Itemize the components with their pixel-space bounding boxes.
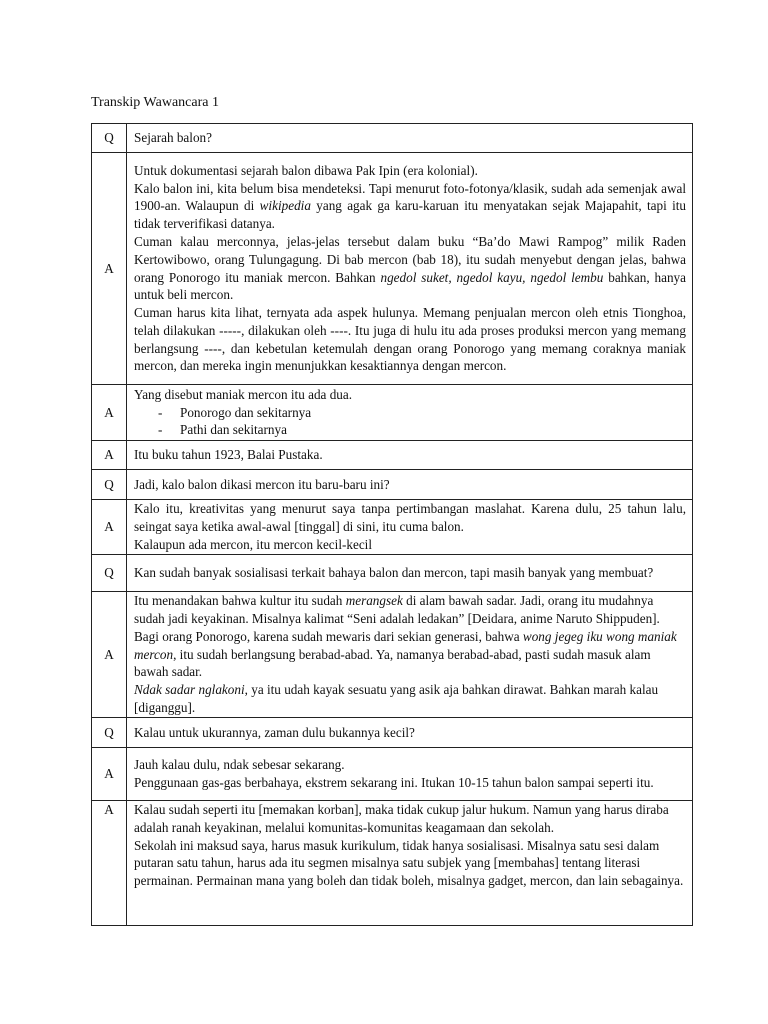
text-cell bbox=[127, 718, 693, 748]
table-row bbox=[92, 592, 693, 718]
table-row bbox=[92, 718, 693, 748]
table-row bbox=[92, 470, 693, 500]
dash-list bbox=[134, 404, 686, 440]
text-cell bbox=[127, 124, 693, 153]
table-row bbox=[92, 124, 693, 153]
table-row bbox=[92, 153, 693, 385]
speaker-cell: Q bbox=[92, 470, 127, 500]
transcript-table bbox=[91, 123, 693, 926]
text-cell bbox=[127, 555, 693, 592]
cell-text: Cuman harus kita lihat, ternyata ada aspek hulunya. Memang penjualan mercon oleh etnis Tionghoa, telah dilakukan -----, dilakukan oleh ----. Itu juga di hulu itu ada proses produksi mercon yang memang berlangsung ----, dan kebetulan ketemulah dengan orang Ponorogo yang memang coraknya maniak mercon, dan mereka ingin menunjukkan kesaktiannya dengan mercon. bbox=[134, 305, 686, 374]
speaker-cell: Q bbox=[92, 124, 127, 153]
cell-text: Kalau untuk ukurannya, zaman dulu bukannya kecil? bbox=[134, 724, 415, 740]
speaker-cell: A bbox=[92, 500, 127, 555]
text-cell bbox=[127, 153, 693, 385]
cell-text: Yang disebut maniak mercon itu ada dua. bbox=[134, 386, 353, 402]
cell-text: Itu buku tahun 1923, Balai Pustaka. bbox=[134, 447, 323, 463]
table-row bbox=[92, 555, 693, 592]
speaker-cell: Q bbox=[92, 718, 127, 748]
document-title: Transkip Wawancara 1 bbox=[91, 95, 219, 110]
text-cell bbox=[127, 748, 693, 801]
speaker-cell: A bbox=[92, 748, 127, 801]
cell-text: Kalaupun ada mercon, itu mercon kecil-kecil bbox=[134, 536, 373, 552]
text-cell bbox=[127, 470, 693, 500]
text-cell bbox=[127, 385, 693, 441]
cell-text: Sekolah ini maksud saya, harus masuk kurikulum, tidak hanya sosialisasi. Misalnya satu sesi dalam putaran satu tahun, harus ada itu segmen misalnya satu subjek yang [membahas] tentang literasi permainan. Permainan mana yang boleh dan tidak boleh, misalnya gadget, mercon, dan lain sebagainya. bbox=[134, 837, 684, 889]
cell-text: Untuk dokumentasi sejarah balon dibawa Pak Ipin (era kolonial). bbox=[134, 162, 478, 178]
cell-text: Kan sudah banyak sosialisasi terkait bahaya balon dan mercon, tapi masih banyak yang membuat? bbox=[134, 565, 654, 581]
cell-text: Kalo balon ini, kita belum bisa mendeteksi. Tapi menurut foto-fotonya/klasik, sudah ada semenjak awal 1900-an. Walaupun di wikipedia yang agak ga karu-karuan itu menyatakan sejak Majapahit, tapi itu tidak terverifikasi datanya. bbox=[134, 180, 686, 232]
table-row bbox=[92, 385, 693, 441]
cell-text: Kalau sudah seperti itu [memakan korban], maka tidak cukup jalur hukum. Namun yang harus diraba adalah ranah keyakinan, melalui komunitas-komunitas keagamaan dan sekolah. bbox=[134, 802, 669, 835]
text-cell bbox=[127, 801, 693, 926]
text-cell bbox=[127, 592, 693, 718]
cell-text: Jauh kalau dulu, ndak sebesar sekarang. bbox=[134, 757, 345, 773]
cell-text: Ndak sadar nglakoni, ya itu udah kayak sesuatu yang asik aja bahkan dirawat. Bahkan marah kalau [diganggu]. bbox=[134, 682, 659, 715]
table-row bbox=[92, 500, 693, 555]
speaker-cell: A bbox=[92, 385, 127, 441]
cell-text: Itu menandakan bahwa kultur itu sudah merangsek di alam bawah sadar. Jadi, orang itu mudahnya sudah jadi keyakinan. Misalnya kalimat “Seni adalah ledakan” [Deidara, anime Naruto Shippuden]. Bagi orang Ponorogo, karena sudah mewaris dari sekian generasi, bahwa wong jegeg iku wong maniak mercon, itu sudah berlangsung berabad-abad. Ya, namanya berabad-abad, pasti sudah masuk alam bawah sadar. bbox=[134, 593, 677, 680]
speaker-cell: A bbox=[92, 592, 127, 718]
cell-text: Jadi, kalo balon dikasi mercon itu baru-baru ini? bbox=[134, 476, 390, 492]
speaker-cell: A bbox=[92, 801, 127, 926]
cell-text: Cuman kalau merconnya, jelas-jelas tersebut dalam buku “Ba’do Mawi Rampog” milik Raden Kertowibowo, orang Tulungagung. Di bab mercon (bab 18), itu sudah menyebut dengan jelas, bahwa orang Ponorogo itu maniak mercon. Bahkan ngedol suket, ngedol kayu, ngedol lembu bahkan, hanya untuk beli mercon. bbox=[134, 233, 686, 303]
cell-text: Penggunaan gas-gas berbahaya, ekstrem sekarang ini. Itukan 10-15 tahun balon sampai seperti itu. bbox=[134, 775, 654, 790]
speaker-cell: Q bbox=[92, 555, 127, 592]
table-row bbox=[92, 801, 693, 926]
text-cell bbox=[127, 441, 693, 470]
speaker-cell: A bbox=[92, 153, 127, 385]
table-row bbox=[92, 441, 693, 470]
cell-text: Kalo itu, kreativitas yang menurut saya tanpa pertimbangan maslahat. Karena dulu, 25 tahun lalu, seingat saya ketika awal-awal [tinggal] di sini, itu cuma balon. bbox=[134, 501, 686, 535]
speaker-cell: A bbox=[92, 441, 127, 470]
cell-text: Sejarah balon? bbox=[134, 130, 212, 146]
table-row bbox=[92, 748, 693, 801]
list-item: - Ponorogo dan sekitarnya bbox=[158, 404, 312, 420]
text-cell bbox=[127, 500, 693, 555]
list-item: - Pathi dan sekitarnya bbox=[158, 422, 287, 438]
